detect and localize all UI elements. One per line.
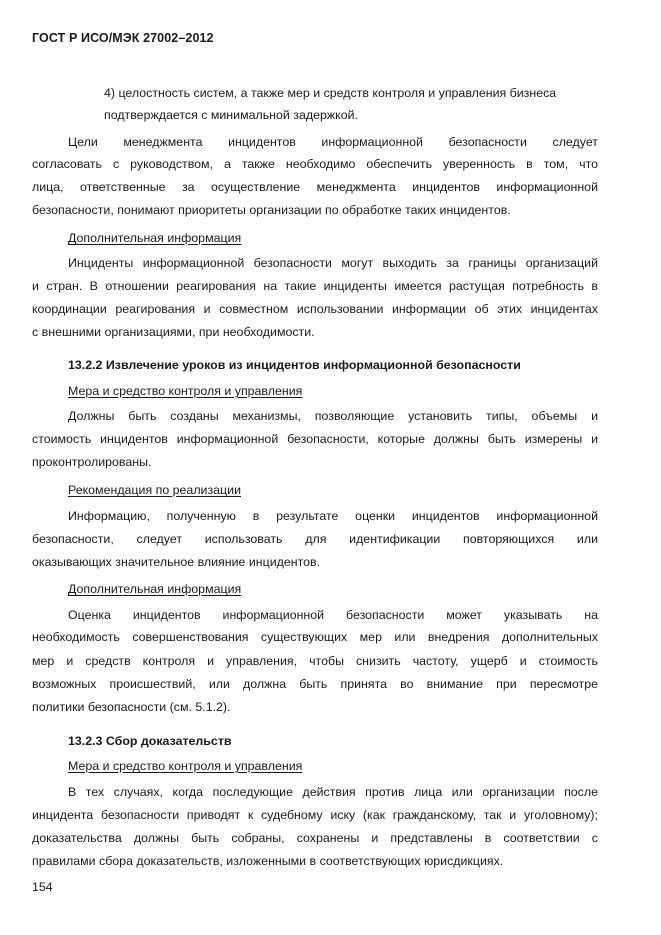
paragraph-line: с внешними организациями, при необходимости. [32, 325, 315, 339]
paragraph-line: необходимость совершенствования существующих мер или внедрения дополнительных [32, 630, 598, 644]
paragraph-line: лица, ответственные за осуществление менеджмента инцидентов информационной [32, 180, 598, 194]
paragraph-line: Должны быть созданы механизмы, позволяющие установить типы, объемы и [68, 409, 598, 423]
paragraph-line: доказательства должны быть собраны, сохранены и представлены в соответствии с [32, 831, 598, 845]
subsection-title: Дополнительная информация [68, 231, 242, 245]
paragraph-line: безопасности, следует использовать для идентификации повторяющихся или [32, 532, 598, 546]
paragraph-line: Цели менеджмента инцидентов информационной безопасности следует [68, 135, 598, 149]
document-header: ГОСТ Р ИСО/МЭК 27002–2012 [32, 31, 214, 45]
paragraph-line: Информацию, полученную в результате оценки инцидентов информационной [68, 509, 598, 523]
paragraph-line: правилами сбора доказательств, изложенными в соответствующих юрисдикциях. [32, 854, 504, 868]
paragraph-line: согласовать с руководством, а также необходимо обеспечить уверенность в том, что [32, 157, 598, 171]
paragraph-line: инцидента безопасности приводят к судебному иску (как гражданскому, так и уголовному); [32, 808, 598, 822]
paragraph-line: оказывающих значительное влияние инцидентов. [32, 555, 321, 569]
paragraph-line: проконтролированы. [32, 455, 152, 469]
section-heading: 13.2.3 Сбор доказательств [68, 734, 232, 748]
paragraph-line: и стран. В отношении реагирования на такие инциденты имеется растущая потребность в [32, 279, 598, 293]
paragraph-line: В тех случаях, когда последующие действия против лица или организации после [68, 785, 598, 799]
paragraph-line: Инциденты информационной безопасности могут выходить за границы организаций [68, 256, 598, 270]
paragraph-line: безопасности, понимают приоритеты организации по обработке таких инцидентов. [32, 203, 511, 217]
paragraph-line: возможных происшествий, или должна быть принята во внимание при пересмотре [32, 677, 598, 691]
list-item-4-line-1: 4) целостность систем, а также мер и средств контроля и управления бизнеса [104, 86, 557, 100]
paragraph-line: политики безопасности (см. 5.1.2). [32, 700, 231, 714]
subsection-title: Мера и средство контроля и управления [68, 759, 303, 773]
paragraph-line: стоимость инцидентов информационной безопасности, которые должны быть измерены и [32, 432, 598, 446]
section-heading: 13.2.2 Извлечение уроков из инцидентов информационной безопасности [68, 358, 521, 372]
subsection-title: Дополнительная информация [68, 582, 242, 596]
subsection-title: Рекомендация по реализации [68, 483, 241, 497]
subsection-title: Мера и средство контроля и управления [68, 384, 303, 398]
list-item-4-line-2: подтверждается с минимальной задержкой. [104, 108, 358, 122]
paragraph-line: координации реагирования и совместном использовании информации об этих инцидентах [32, 302, 598, 316]
page-number: 154 [32, 880, 53, 894]
paragraph-line: Оценка инцидентов информационной безопасности может указывать на [68, 608, 598, 622]
paragraph-line: мер и средств контроля и управления, чтобы снизить частоту, ущерб и стоимость [32, 654, 598, 668]
